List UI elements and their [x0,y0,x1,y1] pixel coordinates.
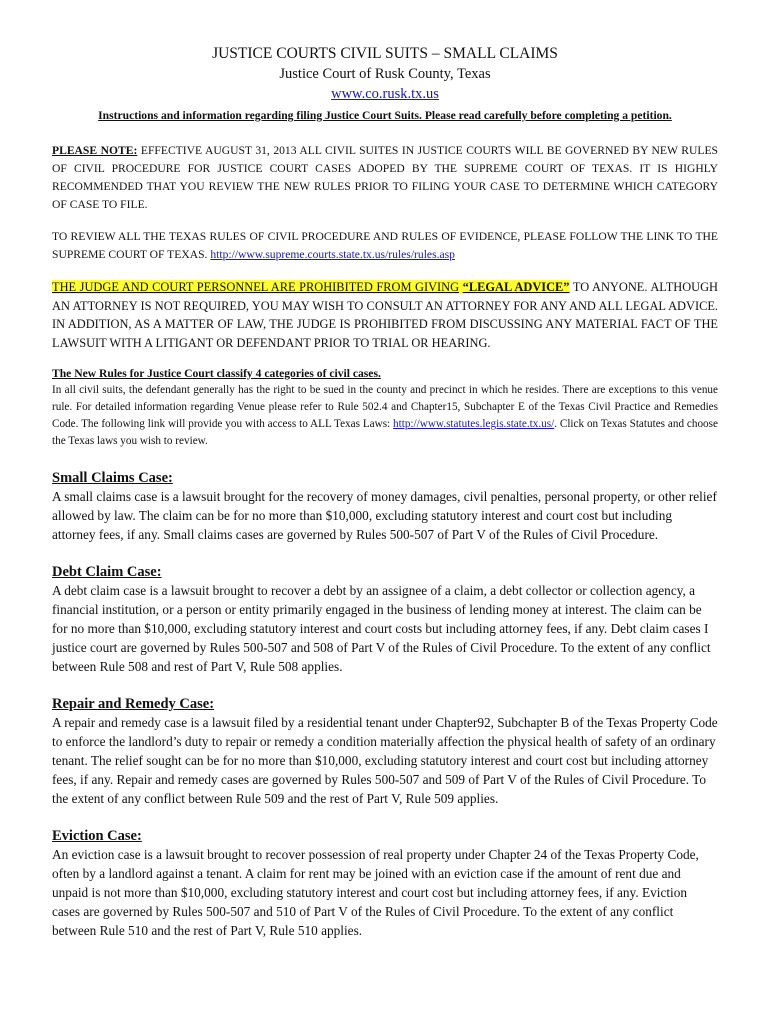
texas-statutes-link[interactable]: http://www.statutes.legis.state.tx.us/ [393,418,555,430]
venue-tail-text: . Click on Texas Statutes and choose the Texas laws you wish to review. [52,418,718,447]
document-title: JUSTICE COURTS CIVIL SUITS – SMALL CLAIMS [212,45,558,62]
small-claims-body: A small claims case is a lawsuit brought for the recovery of money damages, civil penalties, personal property, or other relief allowed by law. The claim can be for no more than $10,000, excluding statutory interest and court cost but including attorney fees, if any. Small claims cases are governed by Rules 500-507 of Part V of the Rules of Civil Procedure. [52,489,717,542]
repair-remedy-body: A repair and remedy case is a lawsuit filed by a residential tenant under Chapter92, Subchapter B of the Texas Property Code to enforce the landlord’s duty to repair or remedy a condition materially affection the physical health of safety of an ordinary tenant. The relief sought can be for no more than $10,000, excluding statutory interest and court cost but including attorney fees, if any. Repair and remedy cases are governed by Rules 500-507 and 509 of Part V of the Rules of Civil Procedure. To the extent of any conflict between Rule 509 and the rest of Part V, Rule 509 applies. [52,715,718,806]
instructions-line: Instructions and information regarding filing Justice Court Suits. Please read carefully before completing a petition. [98,109,672,122]
debt-claim-heading: Debt Claim Case: [52,564,162,581]
legal-advice-emphasis: “LEGAL ADVICE” [462,280,570,294]
venue-paragraph [52,382,718,450]
please-note-label: PLEASE NOTE: [52,144,138,157]
debt-claim-body: A debt claim case is a lawsuit brought to recover a debt by an assignee of a claim, a debt collector or collection agency, a financial institution, or a person or entity primarily engaged in the business of lending money at interest. The claim can be for no more than $10,000, excluding statutory interest and court costs but including attorney fees, if any. Debt claim cases I justice court are governed by Rules 500-507 and 508 of Part V of the Rules of Civil Procedure. To the extent of any conflict between Rule 508 and rest of Part V, Rule 508 applies. [52,583,711,674]
please-note-paragraph [52,142,718,214]
repair-remedy-heading: Repair and Remedy Case: [52,696,215,713]
warning-rest-text: TO ANYONE. ALTHOUGH AN ATTORNEY IS NOT REQUIRED, YOU MAY WISH TO CONSULT AN ATTORNEY FOR ANY AND ALL LEGAL ADVICE. IN ADDITION, AS A MATTER OF LAW, THE JUDGE IS PROHIBITED FROM DISCUSSING ANY MATERIAL FACT OF THE LAWSUIT WITH A LITIGANT OR DEFENDANT PRIOR TO TRIAL OR HEARING. [52,280,719,350]
supreme-court-rules-link[interactable]: http://www.supreme.courts.state.tx.us/rules/rules.asp [210,248,455,261]
prohibited-highlight: THE JUDGE AND COURT PERSONNEL ARE PROHIBITED FROM GIVING [52,280,460,294]
review-rules-text: TO REVIEW ALL THE TEXAS RULES OF CIVIL PROCEDURE AND RULES OF EVIDENCE, PLEASE FOLLOW THE LINK TO THE SUPREME COURT OF TEXAS. [52,230,718,261]
categories-heading: The New Rules for Justice Court classify 4 categories of civil cases. [52,367,381,380]
court-name: Justice Court of Rusk County, Texas [279,66,491,82]
county-website-link[interactable]: www.co.rusk.tx.us [331,86,439,102]
please-note-text: EFFECTIVE AUGUST 31, 2013 ALL CIVIL SUITES IN JUSTICE COURTS WILL BE GOVERNED BY NEW RULES OF CIVIL PROCEDURE FOR JUSTICE COURT CASES ADOPED BY THE SUPREME COURT OF TEXAS. IT IS HIGHLY RECOMMENDED THAT YOU REVIEW THE NEW RULES PRIOR TO FILING YOUR CASE TO DETERMINE WHICH CATEGORY OF CASE TO FILE. [52,144,718,211]
eviction-body: An eviction case is a lawsuit brought to recover possession of real property under Chapter 24 of the Texas Property Code, often by a landlord against a tenant. A claim for rent may be joined with an eviction case if the amount of rent due and unpaid is not more than $10,000, excluding statutory interest and court cost but including attorney fees, if any. Eviction cases are governed by Rules 500-507 and 510 of Part V of the Rules of Civil Procedure. To the extent of any conflict between Rule 510 and the rest of Part V, Rule 510 applies. [52,847,699,938]
small-claims-heading: Small Claims Case: [52,470,173,486]
venue-text: In all civil suits, the defendant generally has the right to be sued in the county and precinct in which he resides. There are exceptions to this venue rule. For detailed information regarding Venue please refer to Rule 502.4 and Chapter15, Subchapter E of the Texas Civil Practice and Remedies Code. The following link will provide you with access to ALL Texas Laws: [52,384,718,430]
legal-advice-warning [52,278,718,352]
review-rules-paragraph [52,228,718,264]
eviction-heading: Eviction Case: [52,828,142,845]
